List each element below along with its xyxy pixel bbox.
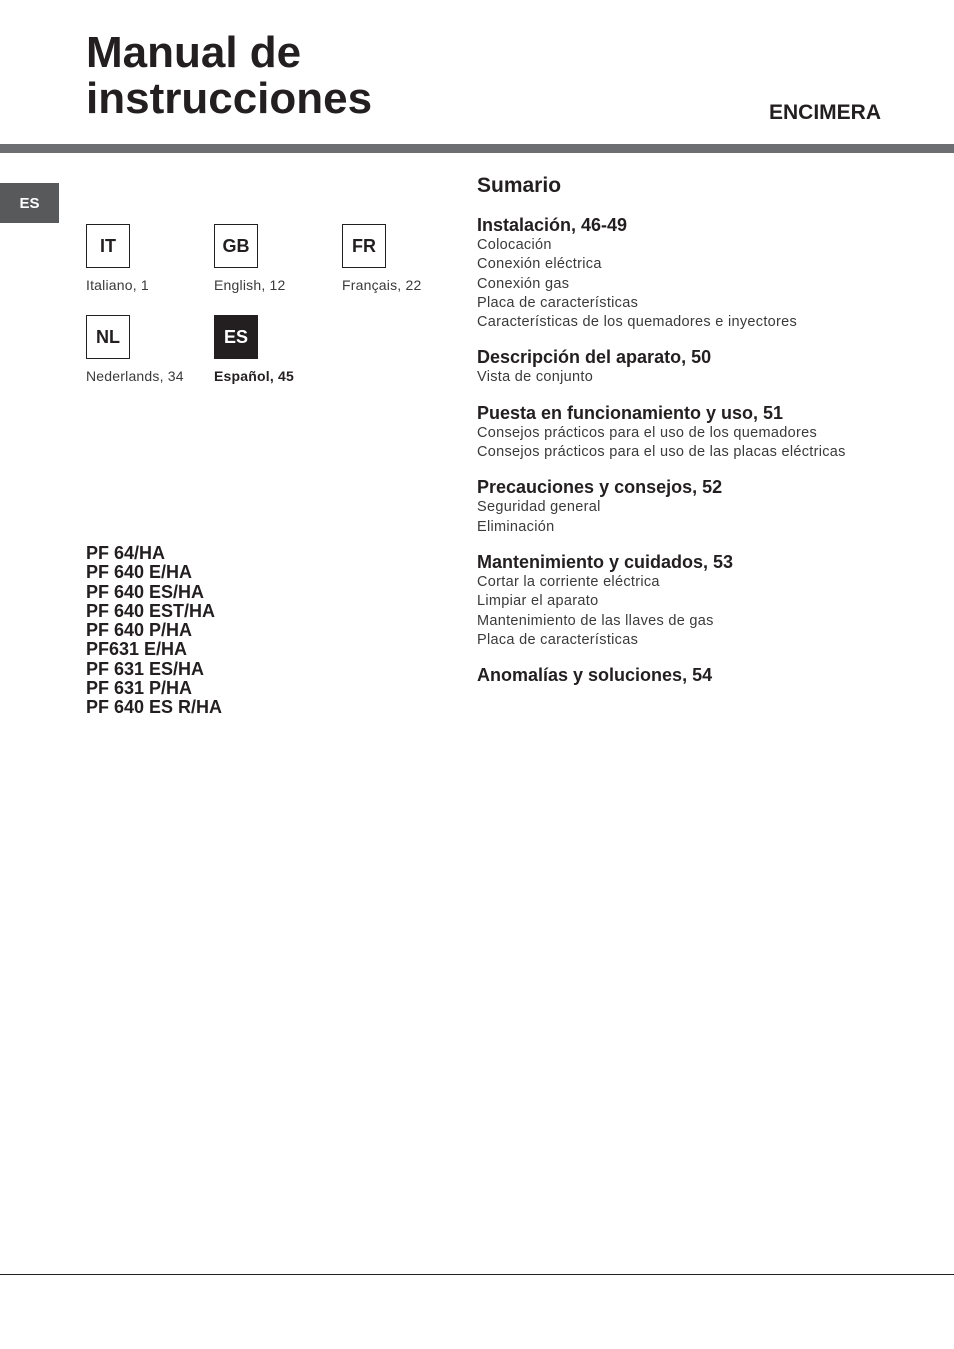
language-label: Italiano, 1 (86, 277, 149, 293)
model-item: PF 640 P/HA (86, 620, 193, 641)
model-item: PF 640 E/HA (86, 562, 193, 583)
toc-section-heading[interactable]: Instalación, 46-49 (477, 215, 628, 235)
toc-entry[interactable]: Placa de características (477, 631, 639, 648)
toc-entry[interactable]: Seguridad general (477, 499, 601, 516)
toc-section-anomalias (477, 665, 917, 686)
toc-section-heading[interactable]: Precauciones y consejos, 52 (477, 477, 723, 498)
model-item: PF 631 P/HA (86, 678, 193, 699)
toc-section-heading[interactable]: Mantenimiento y cuidados, 53 (477, 551, 734, 572)
toc-entry[interactable]: Conexión gas (477, 275, 570, 292)
toc-section-heading[interactable]: Descripción del aparato, 50 (477, 347, 712, 368)
language-code-box: GB (214, 224, 258, 268)
model-item: PF 640 EST/HA (86, 600, 216, 621)
language-code-box-selected: ES (214, 315, 258, 359)
toc-section-descripcion (477, 347, 917, 387)
language-side-tab: ES (0, 183, 59, 223)
toc-entry[interactable]: Conexión eléctrica (477, 256, 602, 273)
model-item: PF631 E/HA (86, 639, 188, 660)
page-title (86, 30, 372, 122)
model-item: PF 640 ES/HA (86, 581, 205, 602)
language-label: Français, 22 (342, 277, 422, 293)
toc-entry[interactable]: Colocación (477, 237, 552, 253)
header-divider (0, 144, 954, 153)
language-label: Nederlands, 34 (86, 368, 184, 384)
language-label: English, 12 (214, 277, 286, 293)
toc-section-heading[interactable]: Puesta en funcionamiento y uso, 51 (477, 402, 784, 423)
language-item-nl[interactable] (86, 315, 206, 384)
model-item: PF 631 ES/HA (86, 658, 205, 679)
title-line-1: Manual de (86, 28, 302, 77)
title-line-2: instrucciones (86, 74, 373, 123)
toc-title: Sumario (477, 174, 562, 197)
table-of-contents (477, 174, 917, 701)
language-item-fr[interactable] (342, 224, 462, 293)
toc-entry[interactable]: Limpiar el aparato (477, 593, 599, 610)
model-list (86, 544, 222, 718)
toc-section-instalacion (477, 215, 917, 332)
toc-entry[interactable]: Eliminación (477, 518, 555, 535)
language-code-box: IT (86, 224, 130, 268)
language-item-it[interactable] (86, 224, 206, 293)
language-item-es[interactable] (214, 315, 334, 384)
language-code-box: NL (86, 315, 130, 359)
toc-entry[interactable]: Mantenimiento de las llaves de gas (477, 612, 714, 629)
toc-section-heading[interactable]: Anomalías y soluciones, 54 (477, 665, 713, 686)
toc-entry[interactable]: Placa de características (477, 294, 639, 311)
toc-entry[interactable]: Vista de conjunto (477, 369, 594, 386)
toc-entry[interactable]: Consejos prácticos para el uso de las placas eléctricas (477, 444, 846, 461)
toc-section-precauciones (477, 477, 917, 537)
language-label-selected: Español, 45 (214, 368, 295, 384)
model-item: PF 64/HA (86, 543, 166, 563)
toc-entry[interactable]: Características de los quemadores e inyectores (477, 314, 798, 331)
language-selector (86, 224, 446, 394)
toc-entry[interactable]: Consejos prácticos para el uso de los quemadores (477, 424, 818, 441)
toc-section-puesta-en-funcionamiento (477, 403, 917, 463)
model-item: PF 640 ES R/HA (86, 697, 223, 718)
product-type-label: ENCIMERA (768, 101, 881, 124)
toc-section-mantenimiento (477, 552, 917, 650)
language-code-box: FR (342, 224, 386, 268)
footer-divider (0, 1274, 954, 1275)
toc-entry[interactable]: Cortar la corriente eléctrica (477, 573, 660, 590)
language-item-gb[interactable] (214, 224, 334, 293)
